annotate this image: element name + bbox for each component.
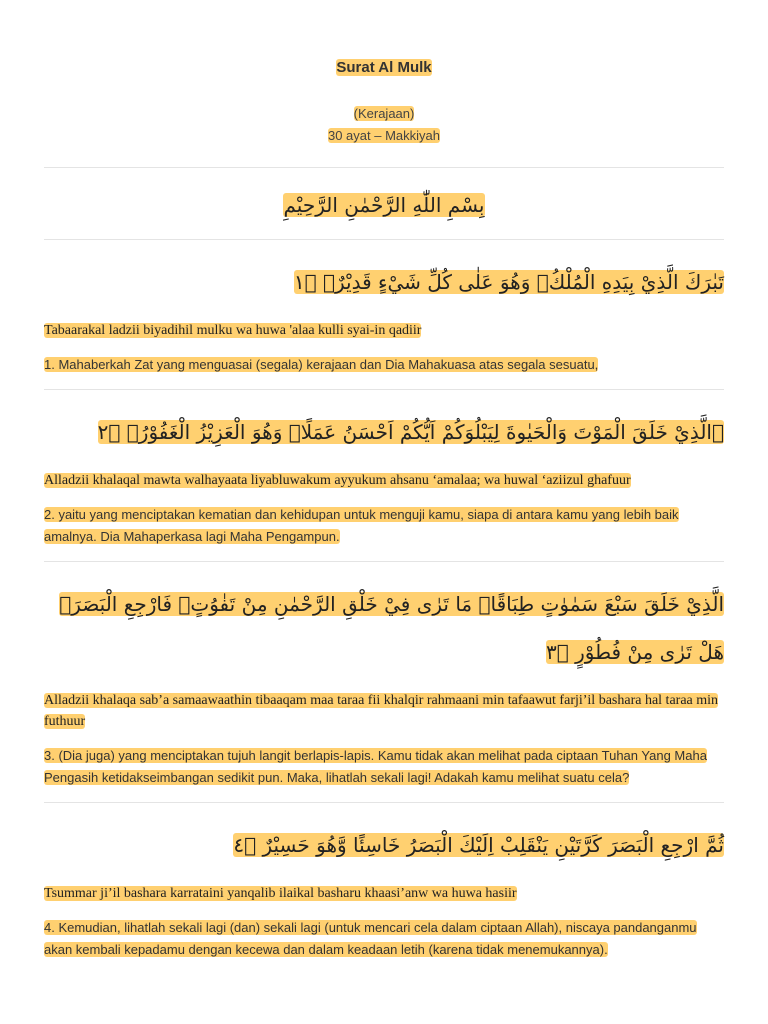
ayah-2: [44, 390, 724, 561]
ayah-arabic: [44, 580, 724, 676]
ayah-translation: [44, 917, 724, 961]
ayah-4: [44, 803, 724, 974]
basmalah-block: [44, 168, 724, 239]
ayah-transliteration: [44, 883, 724, 904]
ayah-latin-text: Alladzii khalaqal mawta walhayaata liyabluwakum ayyukum ahsanu ‘amalaa; wa huwal ‘aziizul ghafuur: [44, 473, 631, 488]
surah-header: [44, 0, 724, 147]
surah-subtitle: [44, 103, 724, 147]
ayah-arabic-text: ۨالَّذِيْ خَلَقَ الْمَوْتَ وَالْحَيٰوةَ لِيَبْلُوَكُمْ اَيُّكُمْ اَحْسَنُ عَمَلًاۗ وَهُوَ الْعَزِيْزُ الْغَفُوْرُۙ ٢ۙ: [97, 420, 724, 444]
ayah-translation: [44, 354, 724, 376]
ayah-arabic: [44, 258, 724, 306]
basmalah-text: بِسْمِ اللّٰهِ الرَّحْمٰنِ الرَّحِيْمِ: [283, 193, 485, 217]
ayah-latin-text: Tabaarakal ladzii biyadihil mulku wa huwa 'alaa kulli syai-in qadiir: [44, 323, 422, 338]
page-title: [44, 58, 724, 78]
ayah-arabic-text: ثُمَّ ارْجِعِ الْبَصَرَ كَرَّتَيْنِ يَنْقَلِبْ اِلَيْكَ الْبَصَرُ خَاسِئًا وَّهُوَ حَسِيْرٌ ٤ۙ: [233, 833, 724, 857]
surah-meaning: (Kerajaan): [353, 106, 415, 121]
ayah-translation-text: 1. Mahaberkah Zat yang menguasai (segala) kerajaan dan Dia Mahakuasa atas segala sesuatu,: [44, 357, 599, 372]
ayah-arabic-text: الَّذِيْ خَلَقَ سَبْعَ سَمٰوٰتٍ طِبَاقًاۗ مَا تَرٰى فِيْ خَلْقِ الرَّحْمٰنِ مِنْ تَفٰوُتٍۗ فَارْجِعِ الْبَصَرَۙ هَلْ تَرٰى مِنْ فُطُوْرٍ ٣ۙ: [59, 592, 724, 664]
ayah-translation-text: 4. Kemudian, lihatlah sekali lagi (dan) sekali lagi (untuk mencari cela dalam ciptaan Allah), niscaya pandanganmu akan kembali kepadamu dengan kecewa dan dalam keadaan letih (karena tidak menemukannya).: [44, 920, 697, 957]
ayah-translation: [44, 504, 724, 548]
surah-info: 30 ayat – Makkiyah: [327, 128, 440, 143]
ayah-translation-text: 2. yaitu yang menciptakan kematian dan kehidupan untuk menguji kamu, siapa di antara kamu yang lebih baik amalnya. Dia Mahaperkasa lagi Maha Pengampun.: [44, 507, 679, 544]
ayah-transliteration: [44, 320, 724, 341]
ayah-transliteration: [44, 470, 724, 491]
ayah-translation-text: 3. (Dia juga) yang menciptakan tujuh langit berlapis-lapis. Kamu tidak akan melihat pada ciptaan Tuhan Yang Maha Pengasih ketidakseimbangan sedikit pun. Maka, lihatlah sekali lagi! Adakah kamu melihat suatu cela?: [44, 748, 707, 785]
ayah-transliteration: [44, 690, 724, 732]
ayah-latin-text: Tsummar ji’il bashara karrataini yanqalib ilaikal basharu khaasi’anw wa huwa hasiir: [44, 886, 517, 901]
ayah-arabic-text: تَبٰرَكَ الَّذِيْ بِيَدِهِ الْمُلْكُۖ وَهُوَ عَلٰى كُلِّ شَيْءٍ قَدِيْرٌۙ ١ۙ: [293, 270, 724, 294]
ayah-latin-text: Alladzii khalaqa sab’a samaawaathin tibaaqam maa taraa fii khalqir rahmaani min tafaawut farji’il bashara hal taraa min futhuur: [44, 693, 719, 729]
ayah-arabic: [44, 821, 724, 869]
ayah-1: [44, 240, 724, 389]
ayah-3: [44, 562, 724, 802]
ayah-arabic: [44, 408, 724, 456]
surah-title: Surat Al Mulk: [336, 59, 432, 76]
ayah-translation: [44, 745, 724, 789]
